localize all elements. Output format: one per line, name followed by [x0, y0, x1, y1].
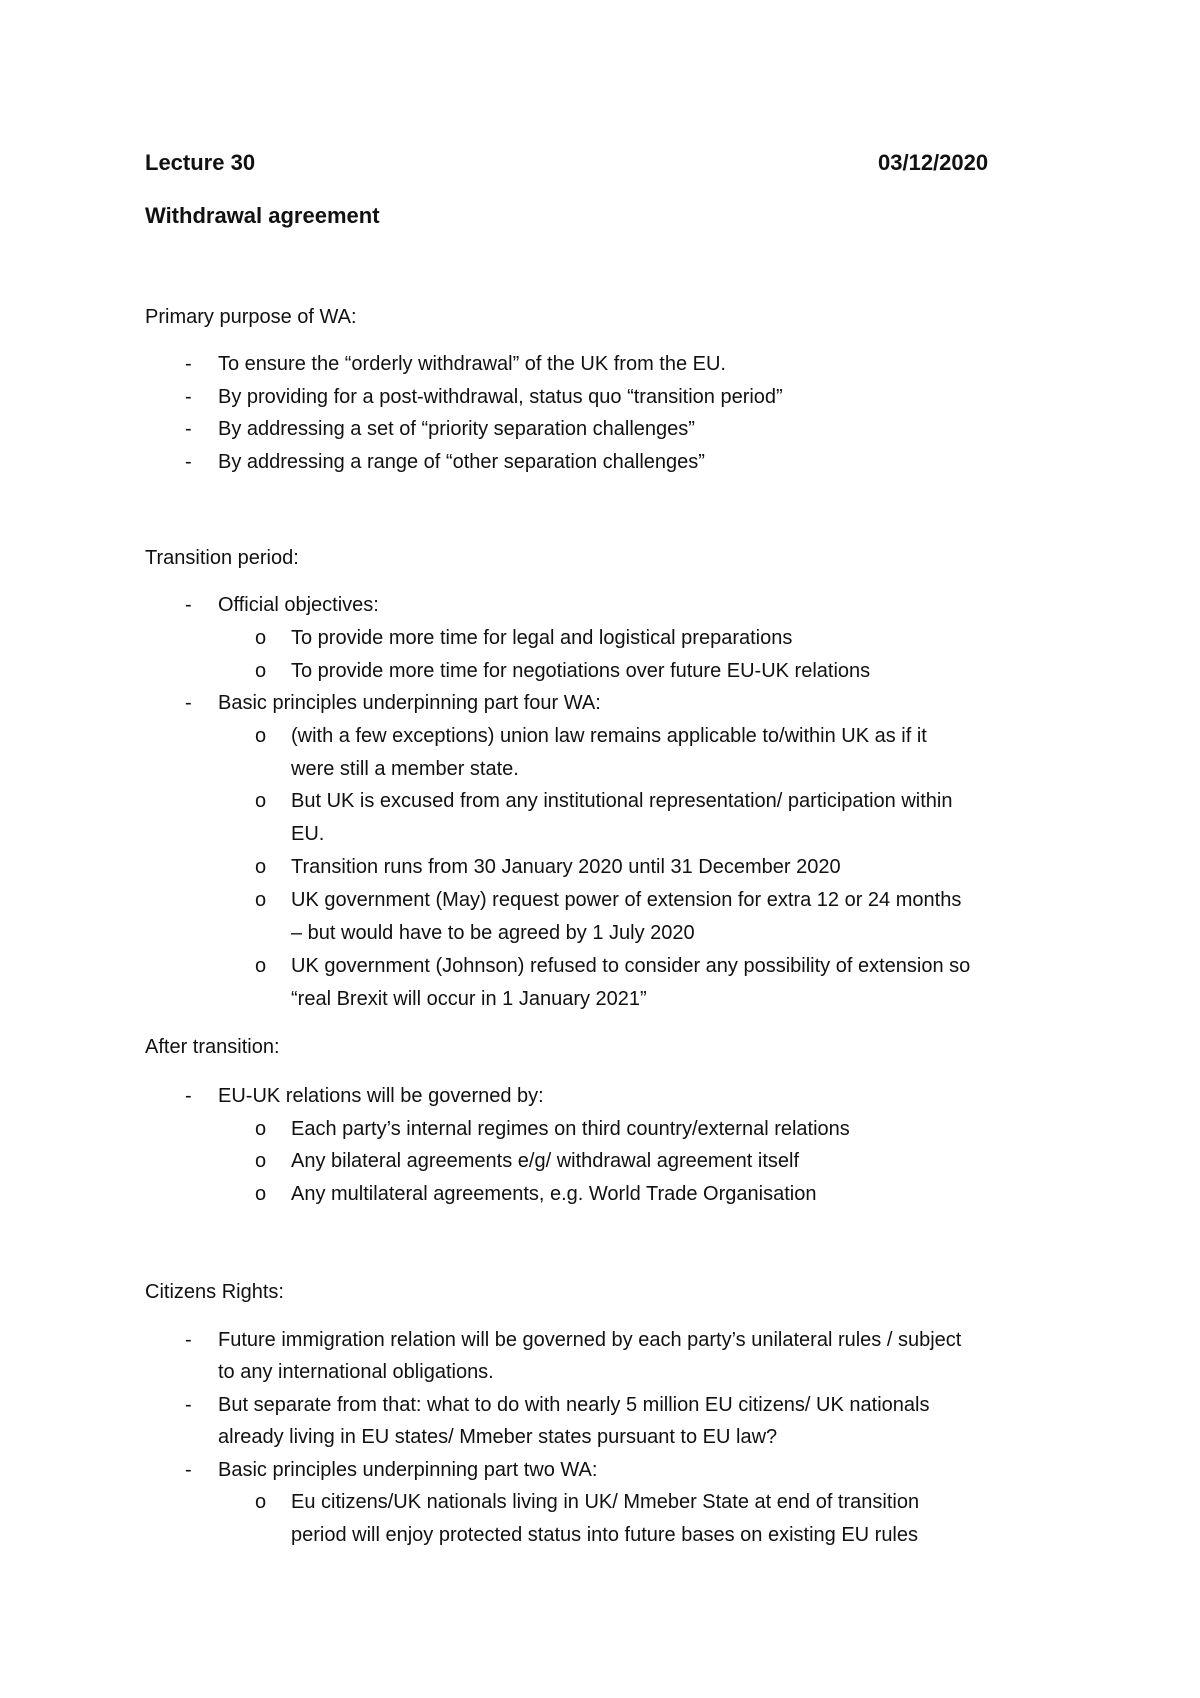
lecture-date: 03/12/2020 [878, 150, 989, 175]
list-item: Basic principles underpinning part two WA: [218, 1459, 598, 1481]
dash-bullet: - [185, 386, 192, 408]
list-item: Official objectives: [218, 594, 379, 616]
citizens-rights-heading: Citizens Rights: [145, 1281, 284, 1303]
sub-list-item: Eu citizens/UK nationals living in UK/ Mmeber State at end of transition [291, 1491, 920, 1513]
list-item: Basic principles underpinning part four WA: [218, 692, 601, 714]
dash-bullet: - [185, 1394, 192, 1416]
sub-list-item-continued: were still a member state. [291, 758, 519, 780]
sub-list-item-continued: – but would have to be agreed by 1 July 2020 [291, 922, 695, 944]
sub-list-item: Transition runs from 30 January 2020 until 31 December 2020 [291, 856, 841, 878]
dash-bullet: - [185, 1329, 192, 1351]
page-title: Withdrawal agreement [145, 203, 380, 228]
sub-list-item: UK government (May) request power of extension for extra 12 or 24 months [291, 889, 962, 911]
sub-list-item: But UK is excused from any institutional representation/ participation within [291, 790, 953, 812]
circle-bullet-icon: o [255, 856, 267, 878]
circle-bullet-icon: o [255, 1118, 267, 1140]
dash-bullet: - [185, 418, 192, 440]
primary-purpose-heading: Primary purpose of WA: [145, 306, 357, 328]
list-item: By addressing a set of “priority separation challenges” [218, 418, 695, 440]
sub-list-item: (with a few exceptions) union law remains applicable to/within UK as if it [291, 725, 927, 747]
circle-bullet-icon: o [255, 660, 267, 682]
transition-period-heading: Transition period: [145, 547, 299, 569]
sub-list-item: UK government (Johnson) refused to consider any possibility of extension so [291, 955, 971, 977]
dash-bullet: - [185, 1459, 192, 1481]
sub-list-item: Any bilateral agreements e/g/ withdrawal agreement itself [291, 1150, 800, 1172]
list-item: But separate from that: what to do with nearly 5 million EU citizens/ UK nationals [218, 1394, 930, 1416]
sub-list-item: Any multilateral agreements, e.g. World Trade Organisation [291, 1183, 817, 1205]
dash-bullet: - [185, 692, 192, 714]
circle-bullet-icon: o [255, 627, 267, 649]
list-item: By addressing a range of “other separation challenges” [218, 451, 705, 473]
circle-bullet-icon: o [255, 725, 267, 747]
list-item: By providing for a post-withdrawal, status quo “transition period” [218, 386, 783, 408]
dash-bullet: - [185, 594, 192, 616]
lecture-number: Lecture 30 [145, 150, 256, 175]
after-transition-heading: After transition: [145, 1036, 280, 1058]
circle-bullet-icon: o [255, 889, 267, 911]
dash-bullet: - [185, 1085, 192, 1107]
list-item-continued: to any international obligations. [218, 1361, 494, 1383]
circle-bullet-icon: o [255, 1150, 267, 1172]
dash-bullet: - [185, 451, 192, 473]
list-item-continued: already living in EU states/ Mmeber states pursuant to EU law? [218, 1426, 778, 1448]
dash-bullet: - [185, 353, 192, 375]
circle-bullet-icon: o [255, 955, 267, 977]
list-item: Future immigration relation will be governed by each party’s unilateral rules / subject [218, 1329, 962, 1351]
sub-list-item-continued: EU. [291, 823, 325, 845]
sub-list-item: To provide more time for negotiations over future EU-UK relations [291, 660, 871, 682]
sub-list-item-continued: period will enjoy protected status into future bases on existing EU rules [291, 1524, 919, 1546]
list-item: EU-UK relations will be governed by: [218, 1085, 544, 1107]
circle-bullet-icon: o [255, 1491, 267, 1513]
sub-list-item-continued: “real Brexit will occur in 1 January 2021” [291, 988, 647, 1010]
list-item: To ensure the “orderly withdrawal” of the UK from the EU. [218, 353, 726, 375]
sub-list-item: Each party’s internal regimes on third country/external relations [291, 1118, 850, 1140]
circle-bullet-icon: o [255, 1183, 267, 1205]
circle-bullet-icon: o [255, 790, 267, 812]
sub-list-item: To provide more time for legal and logistical preparations [291, 627, 793, 649]
